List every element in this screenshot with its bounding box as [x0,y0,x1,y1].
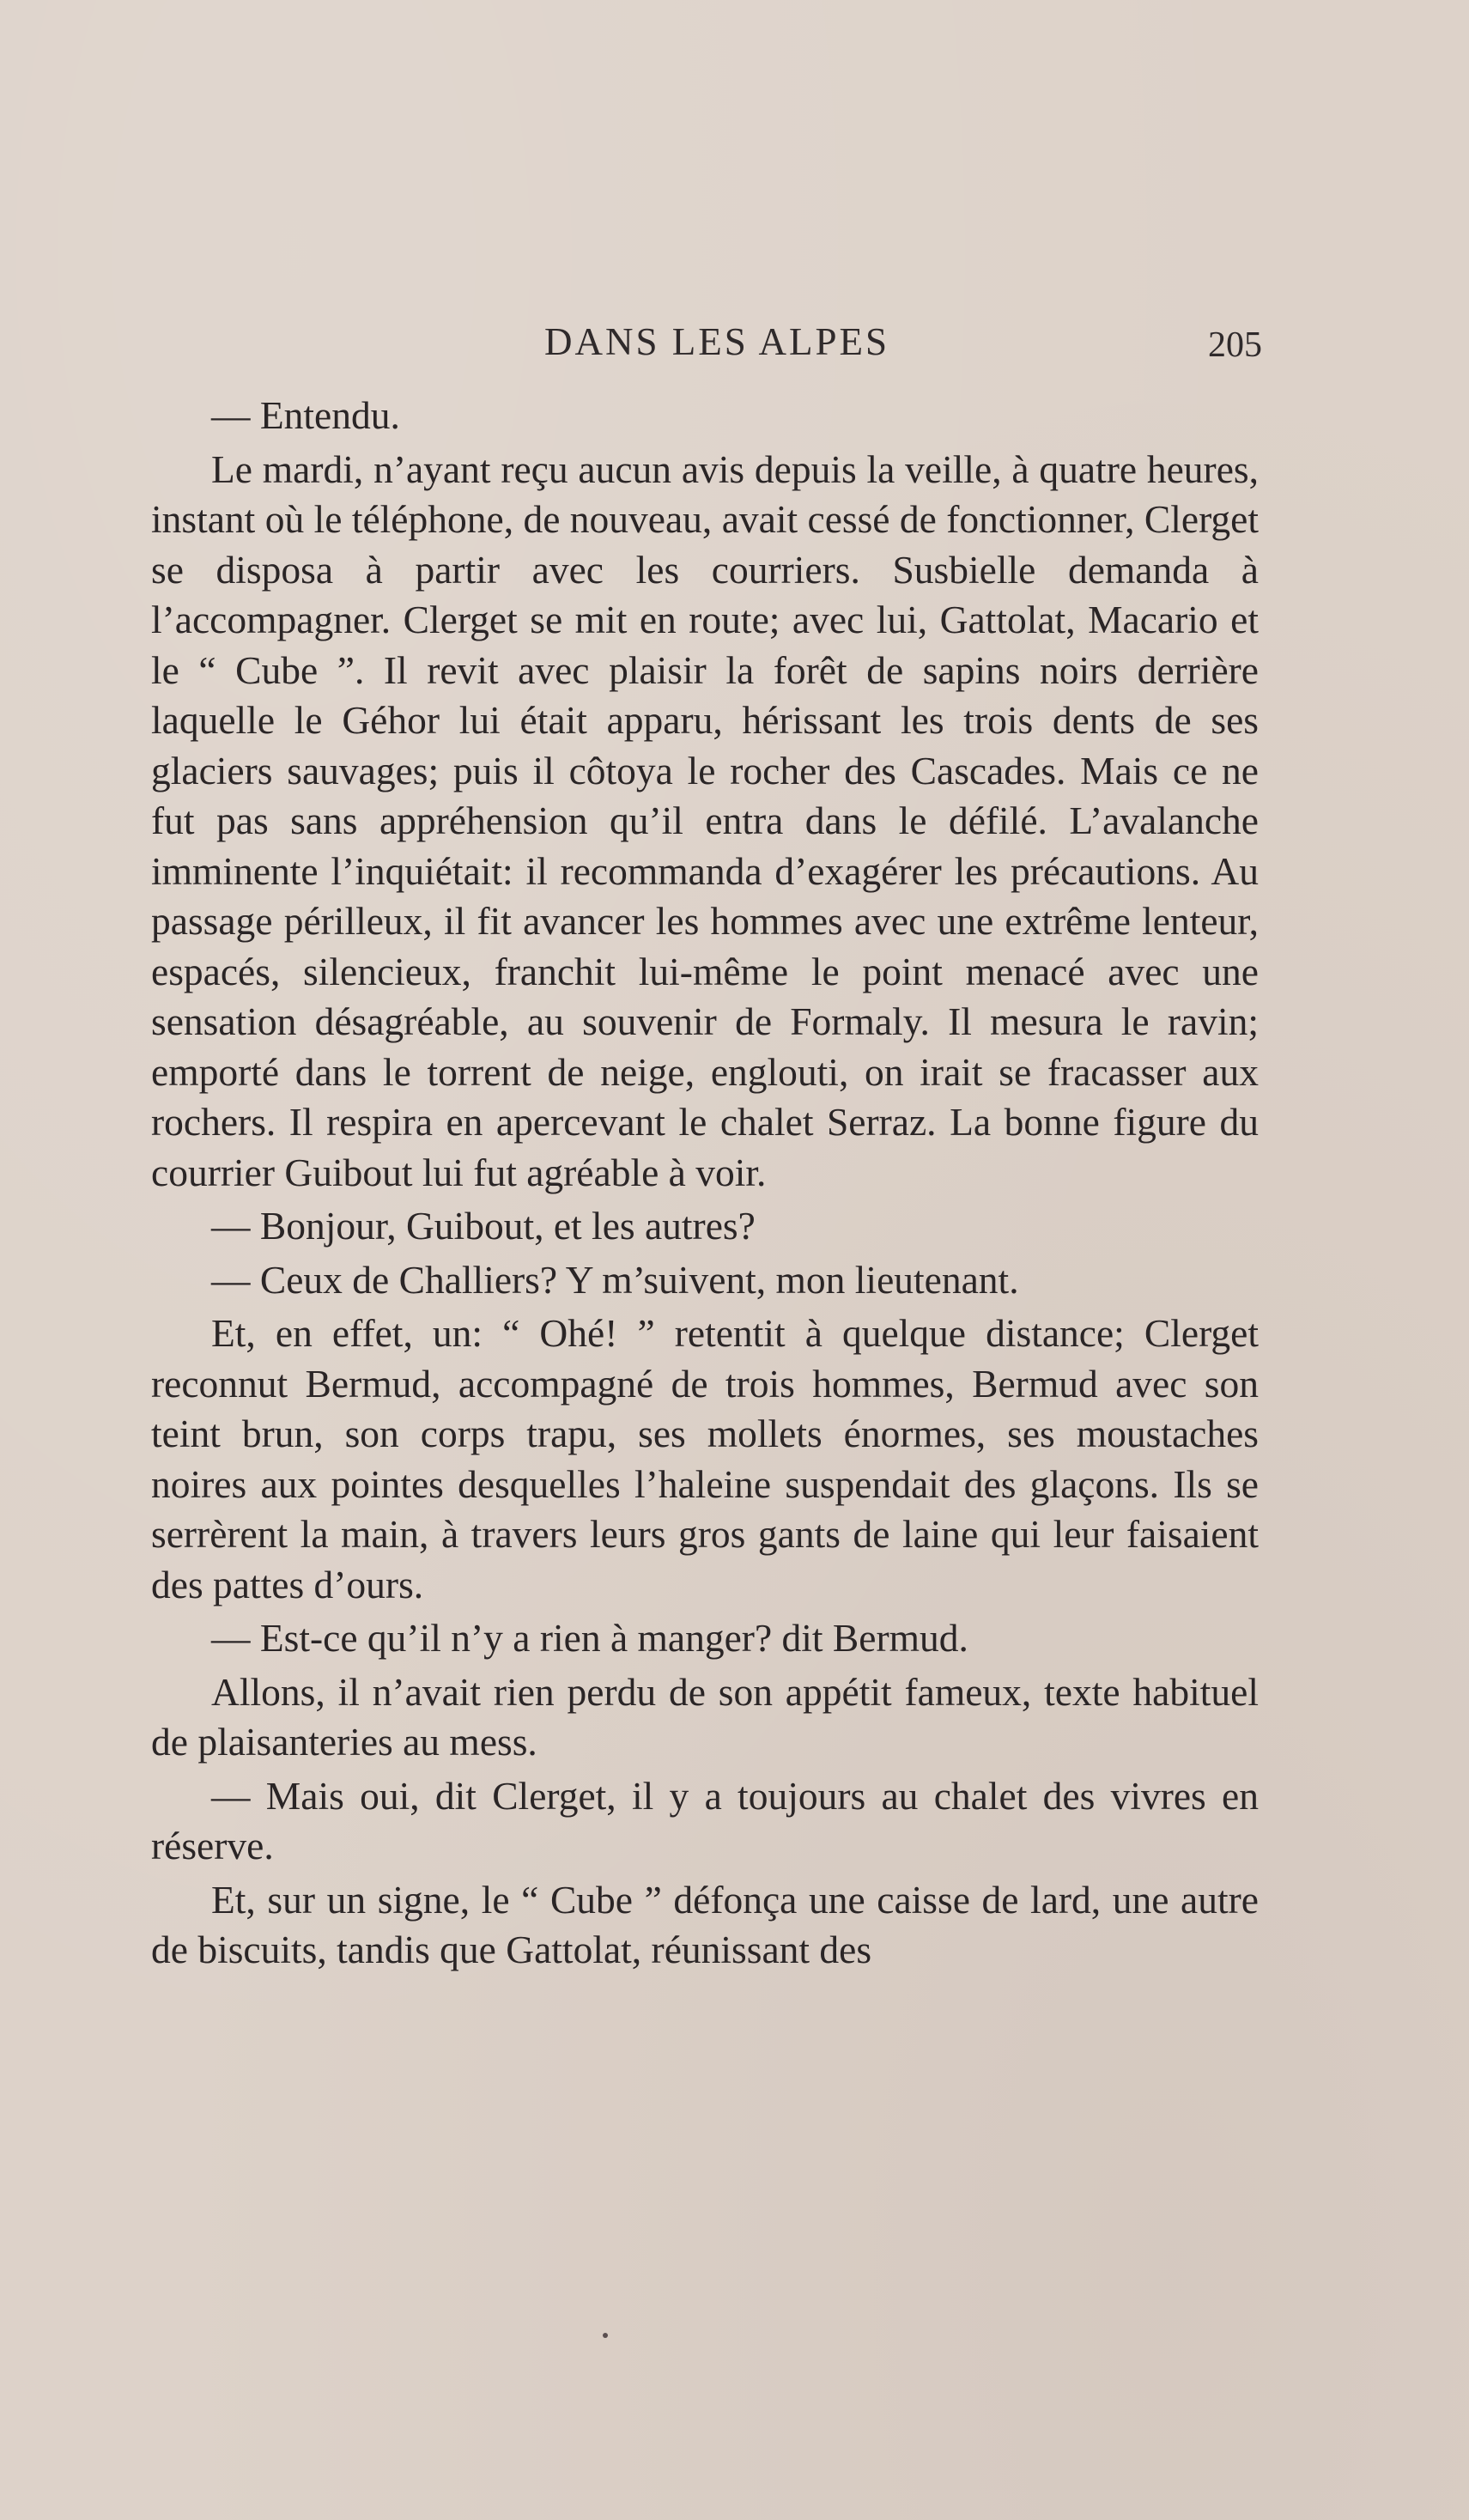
paragraph: — Mais oui, dit Clerget, il y a toujours au chalet des vivres en réserve. [151,1773,1259,1867]
running-title: DANS LES ALPES [543,320,890,363]
paragraph: Et, sur un signe, le “ Cube ” défonça une caisse de lard, une autre de biscuits, tandis que Gattolat, réunissant des [151,1877,1259,1971]
page-header [172,319,1262,371]
paragraph: — Entendu. [211,393,400,437]
paper-speck [603,2333,608,2338]
paragraph: Allons, il n’avait rien perdu de son appétit fameux, texte habituel de plaisanteries au mess. [151,1669,1259,1764]
paragraph: Et, en effet, un: “ Ohé! ” retentit à quelque distance; Clerget reconnut Bermud, accompagné de trois hommes, Bermud avec son teint brun, son corps trapu, ses mollets énormes, ses moustaches noires aux pointes desquelles l’haleine suspendait des glaçons. Ils se serrèrent la main, à travers leurs gros gants de laine qui leur faisaient des pattes d’ours. [151,1311,1259,1606]
body-text [151,391,1259,1979]
paragraph: — Est-ce qu’il n’y a rien à manger? dit Bermud. [211,1616,968,1660]
paragraph: — Ceux de Challiers? Y m’suivent, mon lieutenant. [211,1257,1019,1302]
page-number: 205 [1208,325,1262,365]
paragraph: — Bonjour, Guibout, et les autres? [211,1204,756,1248]
paragraph: Le mardi, n’ayant reçu aucun avis depuis la veille, à quatre heures, instant où le téléphone, de nouveau, avait cessé de fonctionner, Clerget se disposa à partir avec les courriers. Susbielle demanda à l’accompagner. Clerget se mit en route; avec lui, Gattolat, Macario et le “ Cube ”. Il revit avec plaisir la forêt de sapins noirs derrière laquelle le Géhor lui était apparu, hérissant les trois dents de ses glaciers sauvages; puis il côtoya le rocher des Cascades. Mais ce ne fut pas sans appréhension qu’il entra dans le défilé. L’avalanche imminente l’inquiétait: il recommanda d’exagérer les précautions. Au passage périlleux, il fit avancer les hommes avec une extrême lenteur, espacés, silencieux, franchit lui-même le point menacé avec une sensation désagréable, au souvenir de Formaly. Il mesura le ravin; emporté dans le torrent de neige, englouti, on irait se fracasser aux rochers. Il respira en apercevant le chalet Serraz. La bonne figure du courrier Guibout lui fut agréable à voir. [151,446,1259,1194]
